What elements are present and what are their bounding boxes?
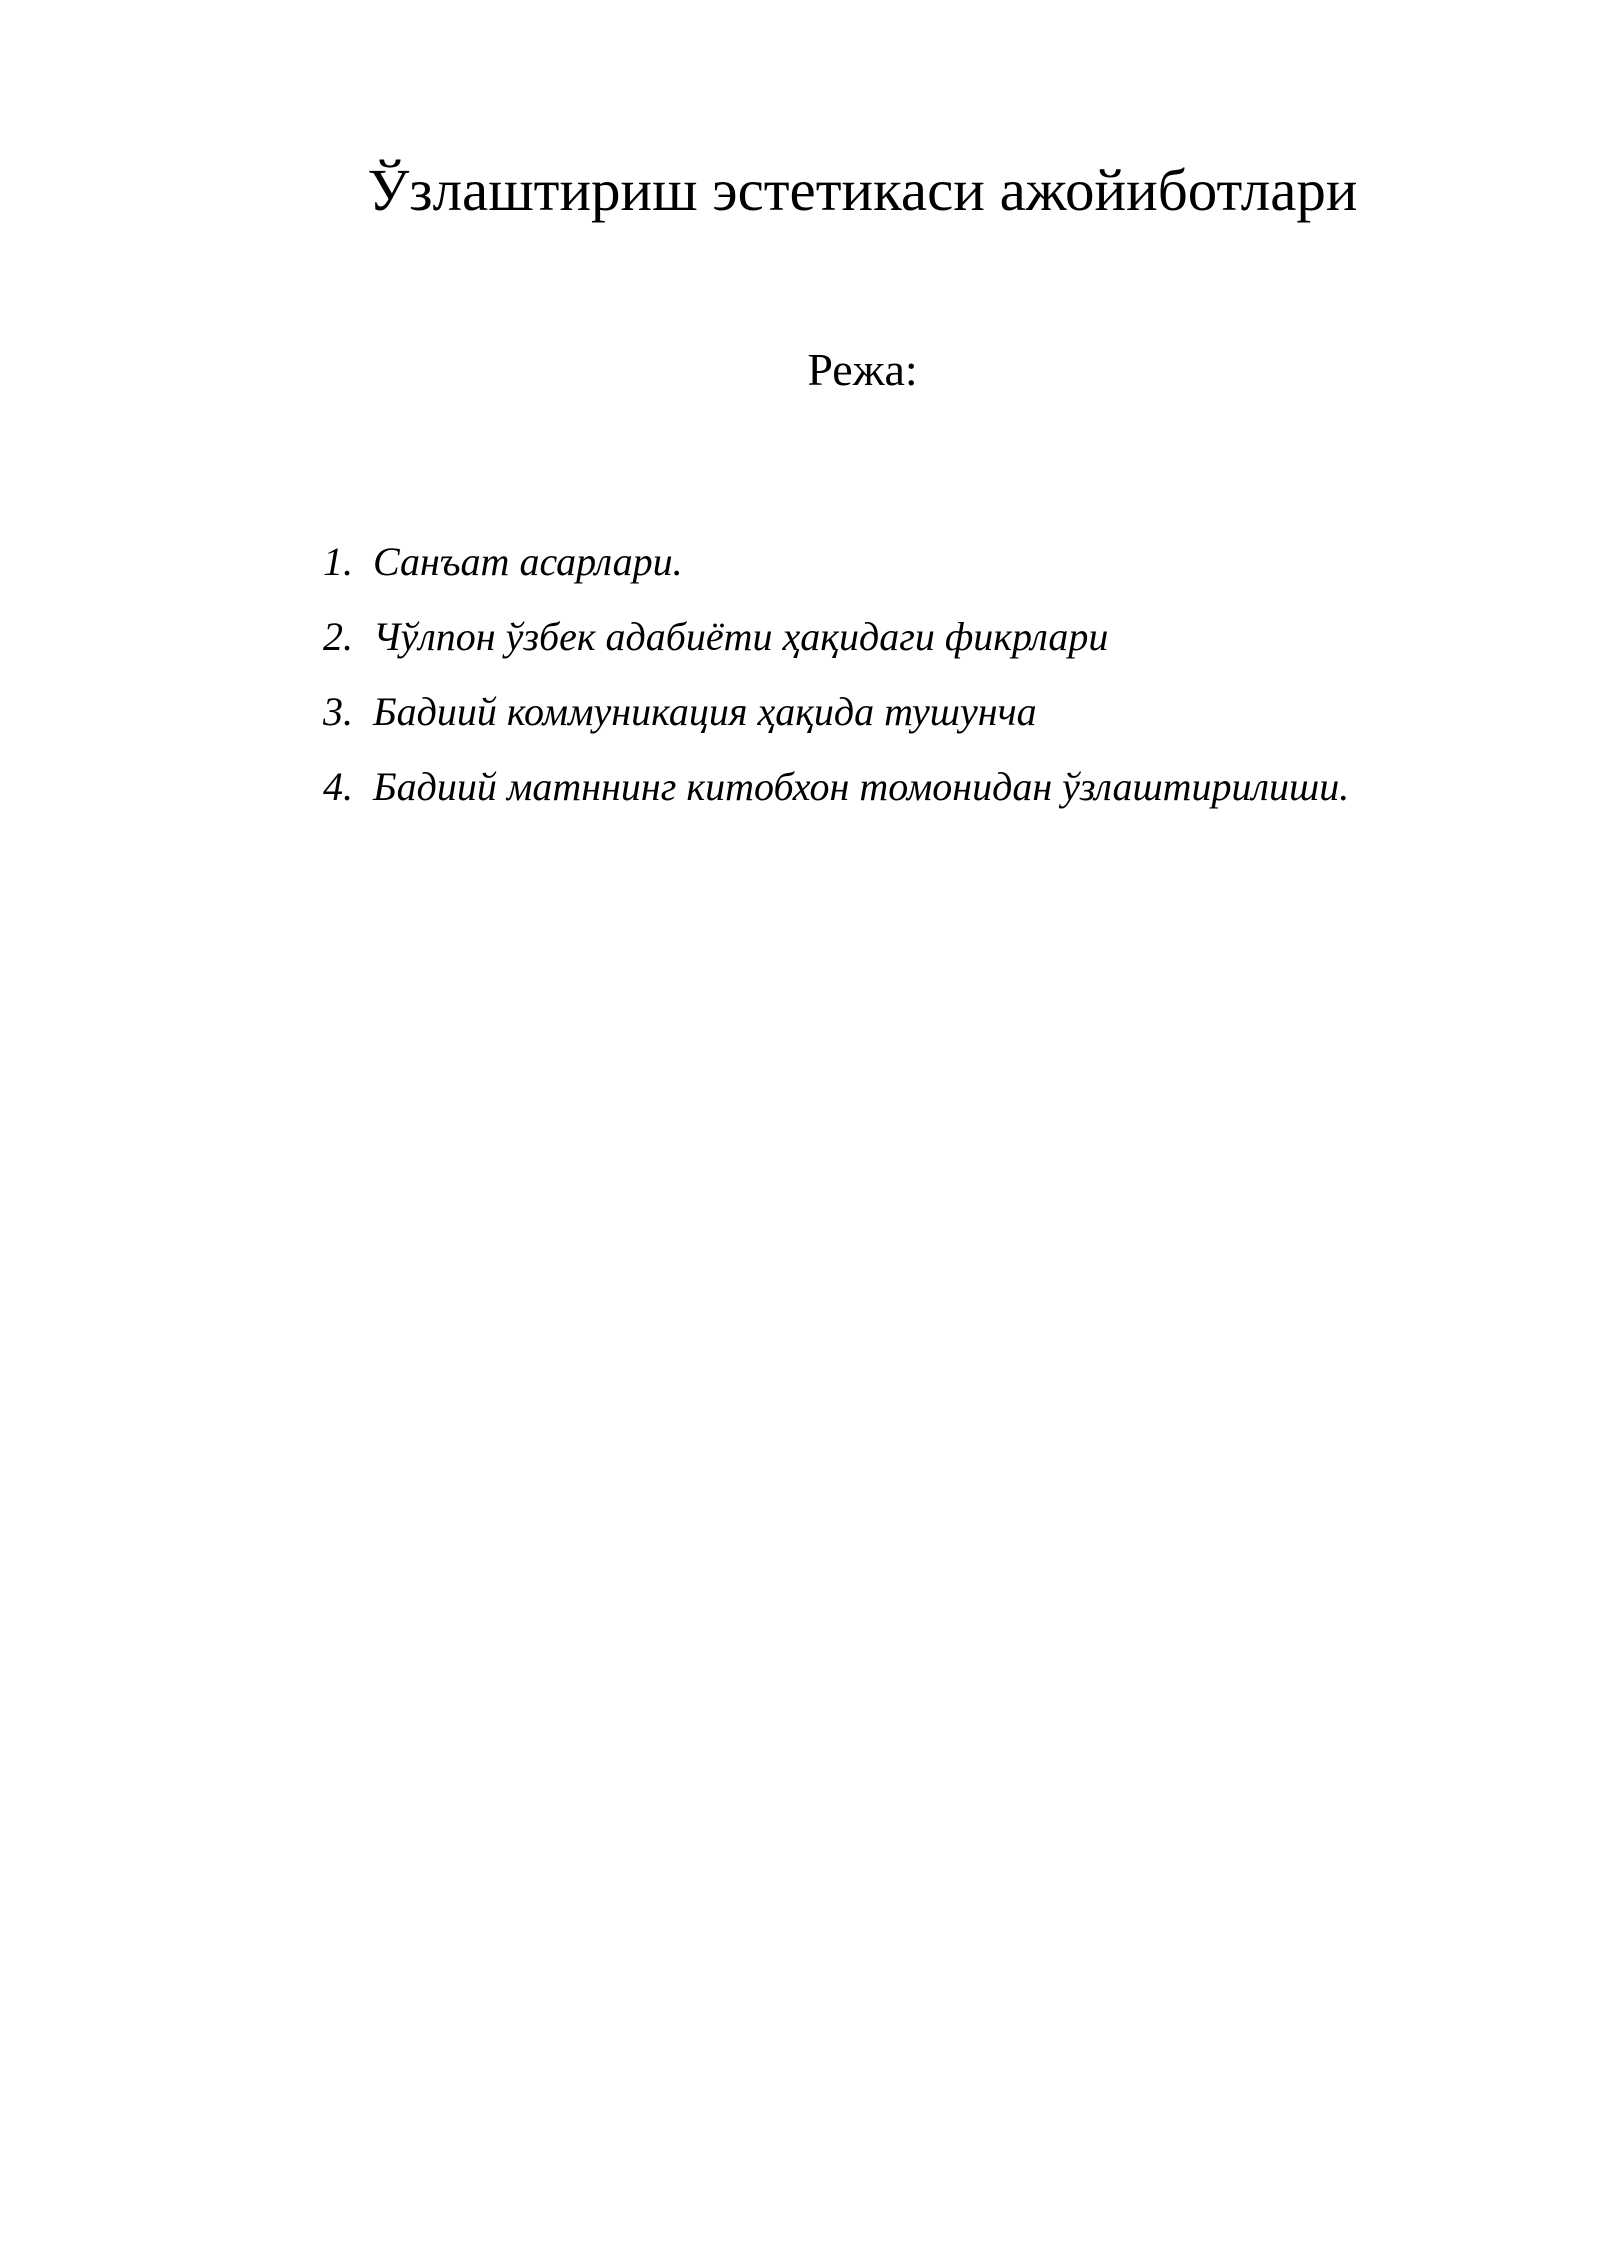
plan-item-number: 1. <box>323 539 353 584</box>
plan-item-number: 4. <box>323 764 353 809</box>
document-title: Ўзлаштириш эстетикаси ажойиботлари <box>367 157 1358 223</box>
plan-heading: Режа: <box>807 344 918 395</box>
plan-item-text: Санъат асарлари. <box>373 539 683 584</box>
plan-item-1 <box>323 524 1349 599</box>
plan-item-4 <box>323 749 1349 824</box>
plan-list <box>323 524 1349 824</box>
plan-item-number: 2. <box>323 614 353 659</box>
plan-item-text: Бадиий коммуникация ҳақида тушунча <box>373 689 1037 734</box>
plan-item-number: 3. <box>323 689 353 734</box>
plan-item-3 <box>323 674 1349 749</box>
plan-item-text: Бадиий матннинг китобхон томонидан ўзлаштирилиши. <box>373 764 1350 809</box>
plan-item-text: Чўлпон ўзбек адабиёти ҳақидаги фикрлари <box>373 614 1109 659</box>
plan-item-2 <box>323 599 1349 674</box>
